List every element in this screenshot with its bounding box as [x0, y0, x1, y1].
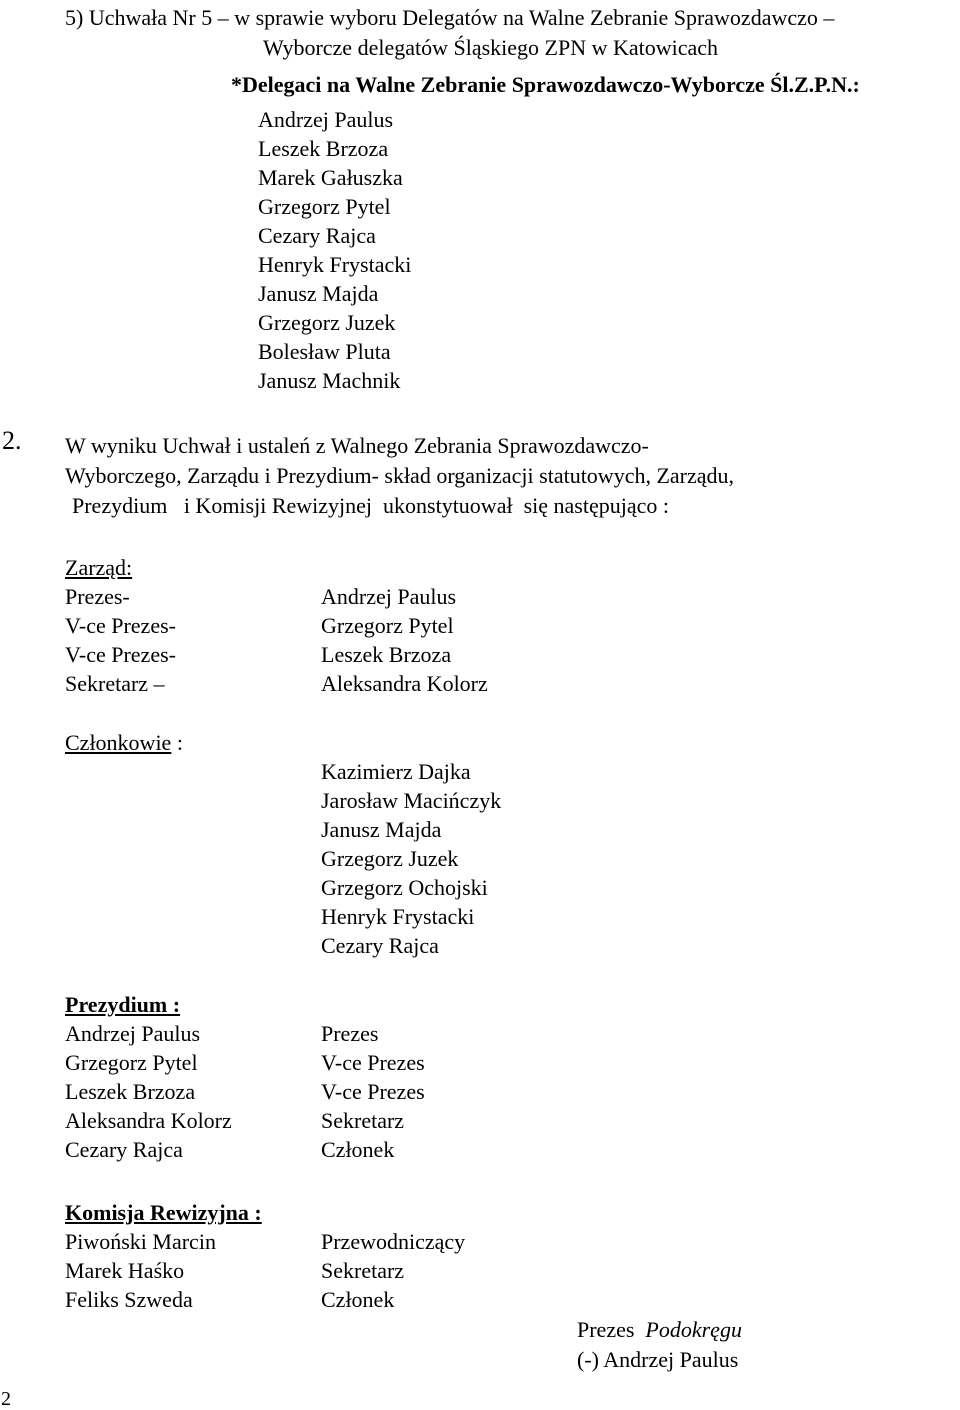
- list-item: Feliks Szweda: [65, 1287, 193, 1312]
- list-item: Członek: [321, 1287, 395, 1312]
- list-item: Grzegorz Juzek: [258, 310, 396, 335]
- list-item: Członek: [321, 1137, 395, 1162]
- komisja-title: Komisja Rewizyjna :: [65, 1200, 262, 1225]
- list-item: V-ce Prezes-: [65, 613, 176, 638]
- prezydium-roles: [321, 1019, 425, 1164]
- list-item: Andrzej Paulus: [321, 584, 457, 609]
- zarzad-names: [321, 582, 488, 698]
- list-item: Henryk Frystacki: [321, 904, 475, 929]
- list-item: Aleksandra Kolorz: [65, 1108, 232, 1133]
- czlonkowie-heading: [65, 728, 183, 757]
- zarzad-roles: [65, 582, 176, 698]
- list-item: Sekretarz: [321, 1258, 405, 1283]
- list-item: Bolesław Pluta: [258, 339, 391, 364]
- section2-line2: Wyborczego, Zarządu i Prezydium- skład organizacji statutowych, Zarządu,: [65, 463, 735, 488]
- signature-name: (-) Andrzej Paulus: [577, 1347, 739, 1372]
- list-item: Janusz Majda: [321, 817, 442, 842]
- page-number: 2: [1, 1388, 11, 1410]
- section2-line1: W wyniku Uchwał i ustaleń z Walnego Zebrania Sprawozdawczo-: [65, 433, 649, 458]
- resolution-heading-line2: Wyborcze delegatów Śląskiego ZPN w Katowicach: [263, 35, 719, 60]
- resolution-heading-line1: 5) Uchwała Nr 5 – w sprawie wyboru Delegatów na Walne Zebranie Sprawozdawczo –: [65, 5, 835, 30]
- list-item: Przewodniczący: [321, 1229, 466, 1254]
- prezydium-names: [65, 1019, 232, 1164]
- komisja-names: [65, 1227, 216, 1314]
- list-item: Cezary Rajca: [258, 223, 376, 248]
- list-item: Marek Haśko: [65, 1258, 185, 1283]
- list-item: Kazimierz Dajka: [321, 759, 471, 784]
- signature-role: Prezes: [577, 1317, 635, 1342]
- czlonkowie-title: Członkowie: [65, 730, 172, 755]
- section-number: 2.: [2, 426, 22, 455]
- list-item: V-ce Prezes-: [65, 642, 176, 667]
- list-item: Andrzej Paulus: [258, 107, 394, 132]
- czlonkowie-names: [321, 757, 501, 960]
- list-item: Grzegorz Juzek: [321, 846, 459, 871]
- czlonkowie-suffix: :: [171, 730, 183, 755]
- list-item: Grzegorz Ochojski: [321, 875, 488, 900]
- list-item: Leszek Brzoza: [65, 1079, 196, 1104]
- list-item: Piwoński Marcin: [65, 1229, 216, 1254]
- list-item: Andrzej Paulus: [65, 1021, 201, 1046]
- list-item: Sekretarz: [321, 1108, 405, 1133]
- list-item: Janusz Majda: [258, 281, 379, 306]
- section2-line3: Prezydium i Komisji Rewizyjnej ukonstytuował się następująco :: [72, 493, 669, 518]
- list-item: V-ce Prezes: [321, 1079, 425, 1104]
- list-item: Henryk Frystacki: [258, 252, 412, 277]
- list-item: Aleksandra Kolorz: [321, 671, 488, 696]
- list-item: Leszek Brzoza: [258, 136, 389, 161]
- list-item: Leszek Brzoza: [321, 642, 452, 667]
- zarzad-title: Zarząd:: [65, 555, 133, 580]
- list-item: Marek Gałuszka: [258, 165, 403, 190]
- list-item: Prezes-: [65, 584, 130, 609]
- list-item: Sekretarz –: [65, 671, 165, 696]
- komisja-roles: [321, 1227, 465, 1314]
- signature-role-line: [577, 1315, 742, 1344]
- list-item: Cezary Rajca: [65, 1137, 183, 1162]
- list-item: Grzegorz Pytel: [321, 613, 454, 638]
- signature-role-italic: Podokręgu: [645, 1317, 742, 1342]
- prezydium-title: Prezydium :: [65, 992, 181, 1017]
- list-item: Janusz Machnik: [258, 368, 401, 393]
- list-item: Grzegorz Pytel: [65, 1050, 198, 1075]
- delegates-list: [258, 105, 411, 395]
- list-item: Cezary Rajca: [321, 933, 439, 958]
- list-item: Grzegorz Pytel: [258, 194, 391, 219]
- list-item: V-ce Prezes: [321, 1050, 425, 1075]
- list-item: Prezes: [321, 1021, 379, 1046]
- delegates-title: *Delegaci na Walne Zebranie Sprawozdawczo-Wyborcze Śl.Z.P.N.:: [231, 72, 860, 97]
- list-item: Jarosław Macińczyk: [321, 788, 502, 813]
